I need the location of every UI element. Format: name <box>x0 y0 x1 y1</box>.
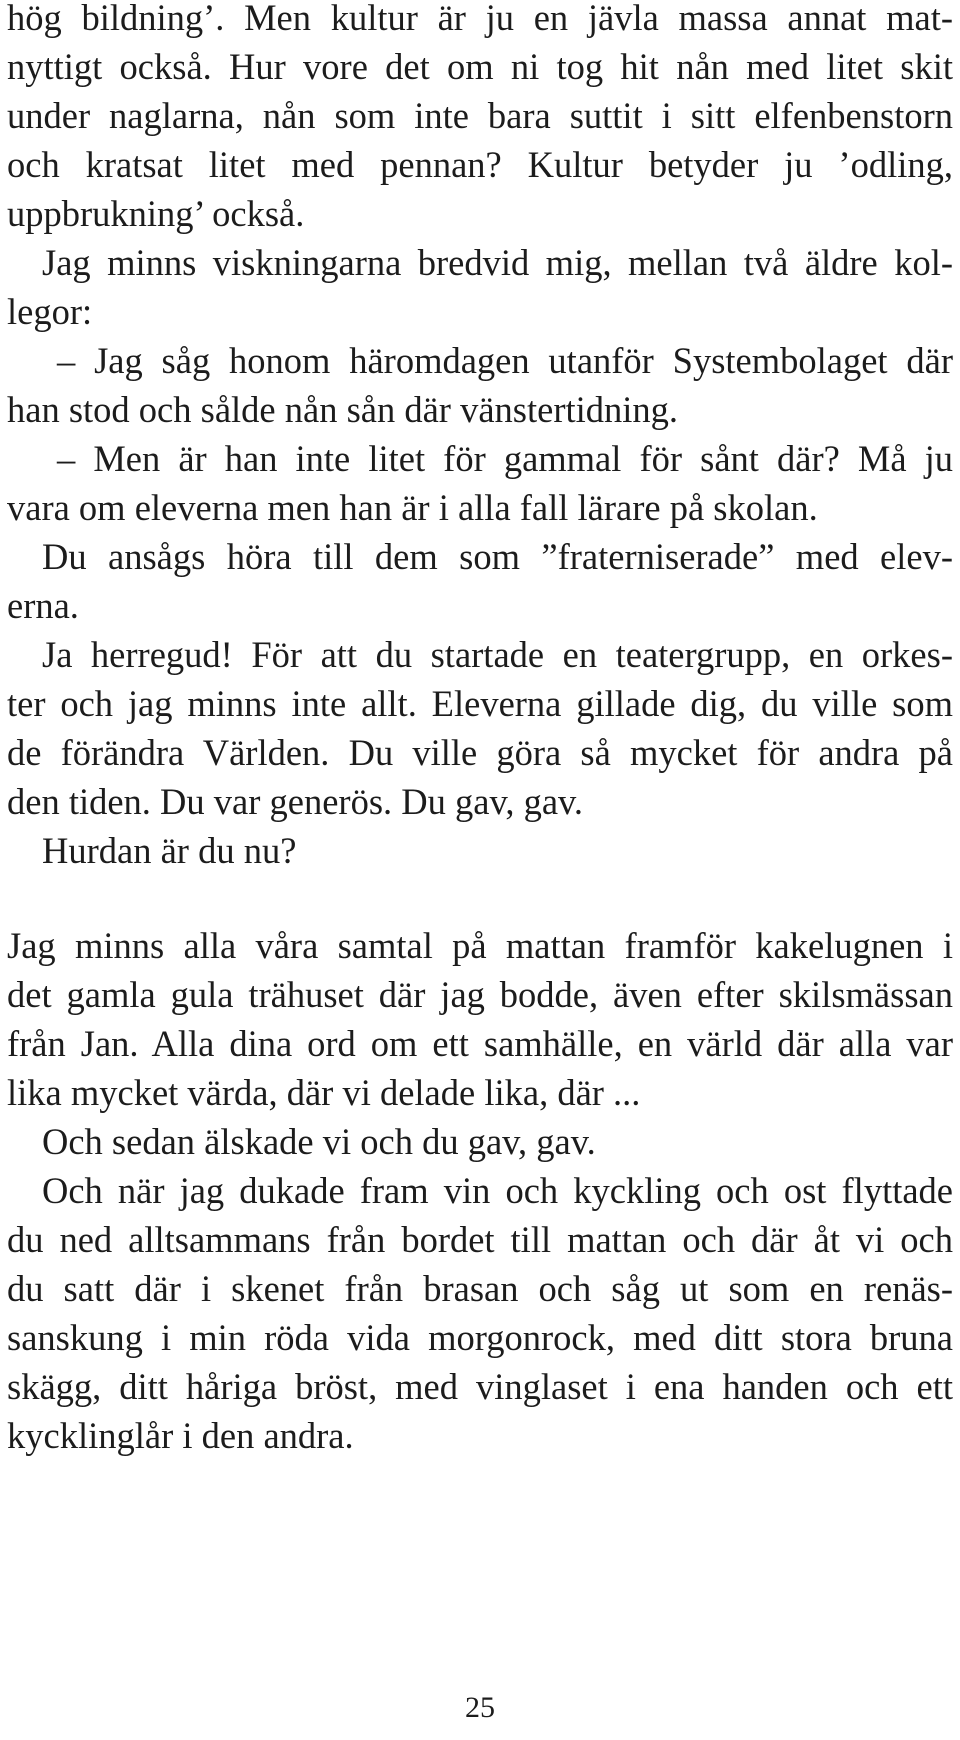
text-line: hög bildning’. Men kultur är ju en jävla massa annat mat- <box>7 0 953 38</box>
text-line: och kratsat litet med pennan? Kultur betyder ju ’odling, <box>7 144 953 185</box>
text-line: legor: <box>7 291 93 332</box>
text-line: Ja herregud! För att du startade en teatergrupp, en orkes- <box>42 634 953 675</box>
text-line: vara om eleverna men han är i alla fall lärare på skolan. <box>7 487 818 528</box>
text-line: från Jan. Alla dina ord om ett samhälle, en värld där alla var <box>7 1023 953 1064</box>
text-line: Hurdan är du nu? <box>42 830 297 871</box>
text-line: kycklinglår i den andra. <box>7 1415 354 1456</box>
text-line: du ned alltsammans från bordet till mattan och där åt vi och <box>7 1219 953 1260</box>
text-line: nyttigt också. Hur vore det om ni tog hit nån med litet skit <box>7 46 953 87</box>
text-line: – Men är han inte litet för gammal för sånt där? Må ju <box>57 438 953 479</box>
text-line: ter och jag minns inte allt. Eleverna gillade dig, du ville som <box>7 683 953 724</box>
text-line: Och sedan älskade vi och du gav, gav. <box>42 1121 596 1162</box>
text-line: de förändra Världen. Du ville göra så mycket för andra på <box>7 732 953 773</box>
text-line: lika mycket värda, där vi delade lika, där ... <box>7 1072 641 1113</box>
text-line: sanskung i min röda vida morgonrock, med ditt stora bruna <box>7 1317 953 1358</box>
text-line: han stod och sålde nån sån där vänstertidning. <box>7 389 679 430</box>
text-line: uppbrukning’ också. <box>7 193 305 234</box>
text-line: skägg, ditt håriga bröst, med vinglaset i ena handen och ett <box>7 1366 953 1407</box>
text-line: under naglarna, nån som inte bara suttit i sitt elfenbenstorn <box>7 95 953 136</box>
text-line: Och när jag dukade fram vin och kyckling och ost flyttade <box>42 1170 953 1211</box>
text-line: du satt där i skenet från brasan och såg ut som en renäs- <box>7 1268 953 1309</box>
text-line: det gamla gula trähuset där jag bodde, även efter skilsmässan <box>7 974 953 1015</box>
text-line: – Jag såg honom häromdagen utanför Systembolaget där <box>57 340 953 381</box>
page-number: 25 <box>465 1691 495 1724</box>
text-line: Du ansågs höra till dem som ”fraterniserade” med elev- <box>42 536 953 577</box>
text-line: Jag minns viskningarna bredvid mig, mellan två äldre kol- <box>42 242 953 283</box>
text-line: den tiden. Du var generös. Du gav, gav. <box>7 781 584 822</box>
text-line: erna. <box>7 585 79 626</box>
text-line: Jag minns alla våra samtal på mattan framför kakelugnen i <box>7 925 953 966</box>
